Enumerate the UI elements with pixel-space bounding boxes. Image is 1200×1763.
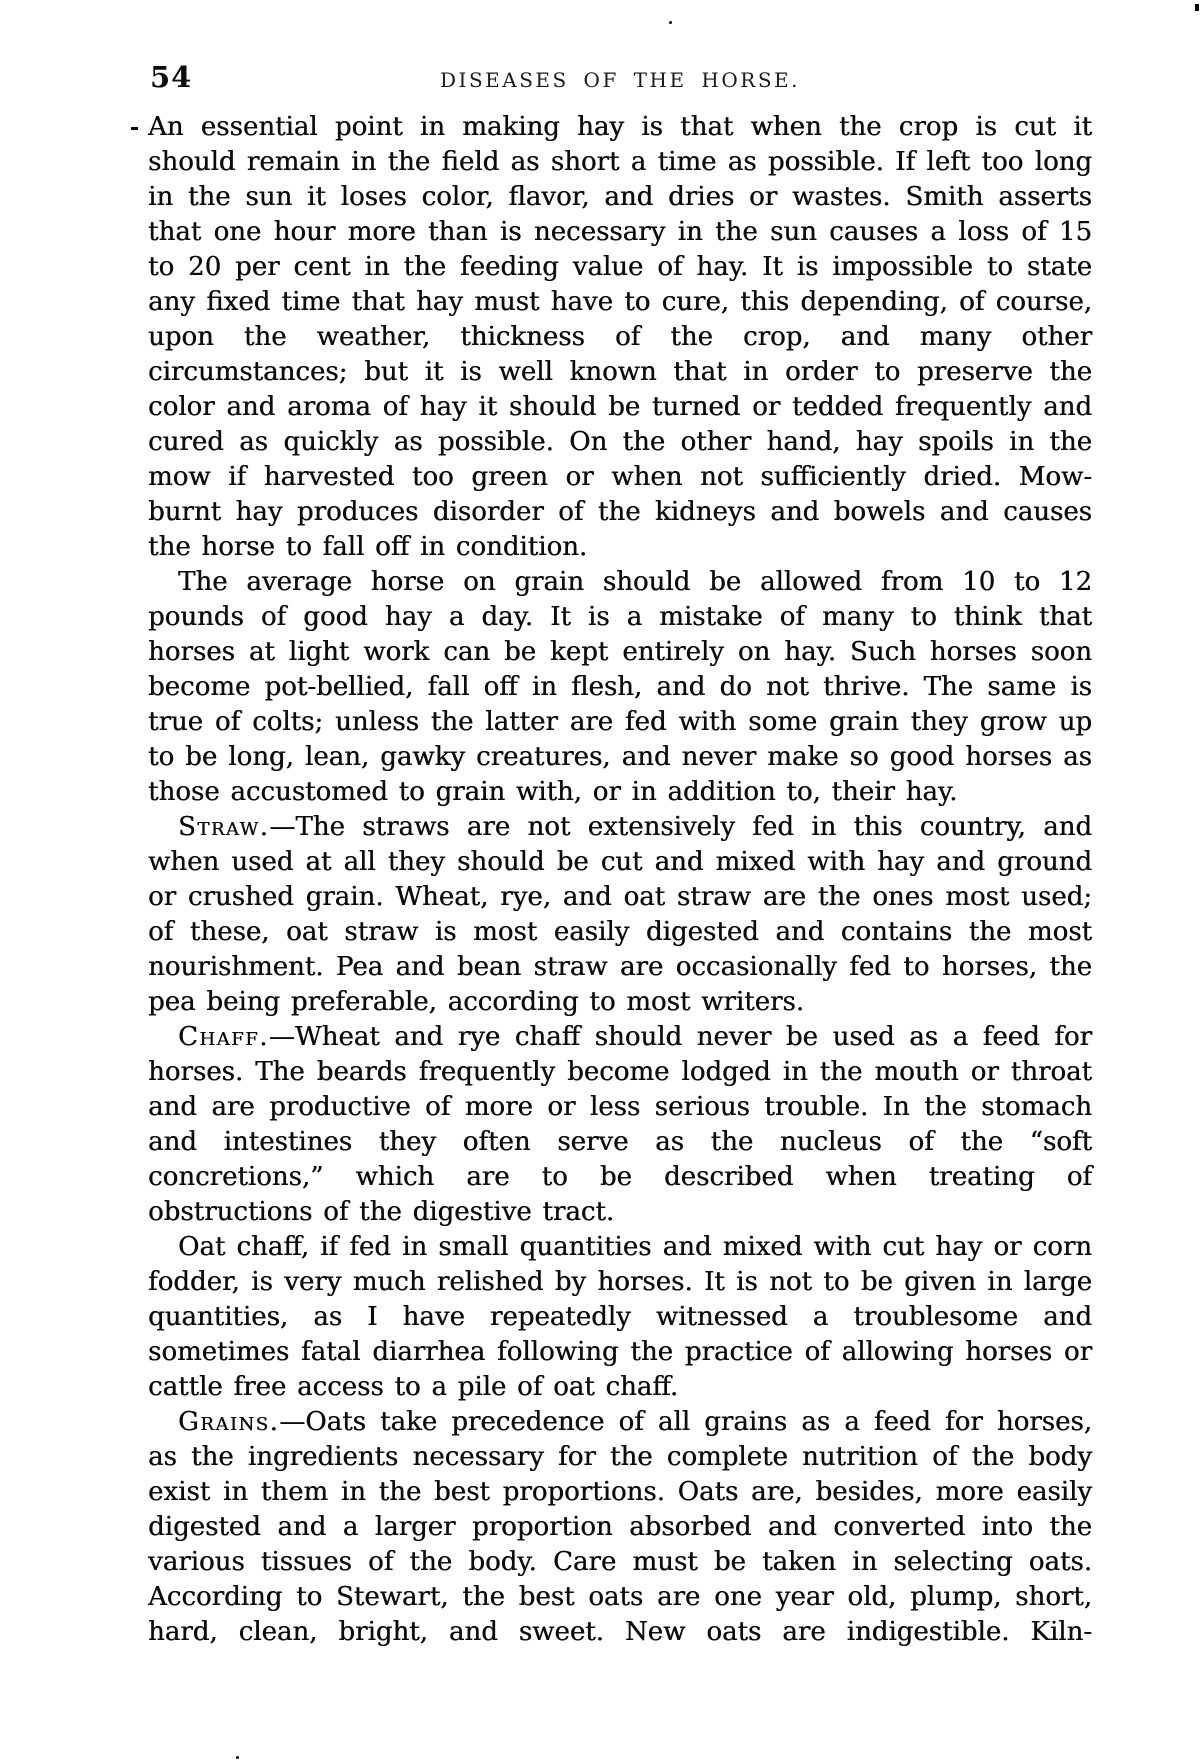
paragraph xyxy=(148,1405,1092,1650)
section-label: Chaff. xyxy=(178,1022,269,1052)
scan-speck xyxy=(669,21,672,24)
text-segment: —The straws are not extensively fed in this country, and when used at all they should be cut and mixed with hay and ground or crushed grain. Wheat, rye, and oat straw are the ones most used; of these, oat straw is most easily digested and contains the most nourishment. Pea and bean straw are occasionally fed to horses, the pea being preferable, according to most writers. xyxy=(148,812,1092,1017)
text-segment: An essential point in making hay is that when the crop is cut it should remain in the field as short a time as possible. If left too long in the sun it loses color, flavor, and dries or wastes. Smith asserts that one hour more than is necessary in the sun causes a loss of 15 to 20 per cent in the feeding value of hay. It is impossible to state any fixed time that hay must have to cure, this depending, of course, upon the weather, thickness of the crop, and many other circumstances; but it is well known that in order to preserve the color and aroma of hay it should be turned or tedded frequently and cured as quickly as possible. On the other hand, hay spoils in the mow if harvested too green or when not sufficiently dried. Mow-burnt hay produces disorder of the kidneys and bowels and causes the horse to fall off in condition. xyxy=(148,112,1092,562)
paragraph xyxy=(148,110,1092,565)
running-title: DISEASES OF THE HORSE. xyxy=(440,68,800,92)
section-label: Grains. xyxy=(178,1407,280,1437)
scan-speck xyxy=(1195,4,1199,11)
scan-speck xyxy=(131,127,138,130)
page-header xyxy=(148,58,1092,98)
paragraph xyxy=(148,1230,1092,1405)
text-segment: —Oats take precedence of all grains as a feed for horses, as the ingredients necessary for the complete nutrition of the body exist in them in the best proportions. Oats are, besides, more easily digested and a larger proportion absorbed and converted into the various tissues of the body. Care must be taken in selecting oats. According to Stewart, the best oats are one year old, plump, short, hard, clean, bright, and sweet. New oats are indigestible. Kiln- xyxy=(148,1407,1092,1647)
paragraph xyxy=(148,565,1092,810)
text-segment: Oat chaff, if fed in small quantities and mixed with cut hay or corn fodder, is very much relished by horses. It is not to be given in large quantities, as I have repeatedly witnessed a troublesome and sometimes fatal diarrhea following the practice of allowing horses or cattle free access to a pile of oat chaff. xyxy=(148,1232,1092,1402)
section-label: Straw. xyxy=(178,812,270,842)
paragraph xyxy=(148,810,1092,1020)
paragraph xyxy=(148,1020,1092,1230)
scan-speck xyxy=(236,1756,239,1759)
text-segment: The average horse on grain should be allowed from 10 to 12 pounds of good hay a day. It is a mistake of many to think that horses at light work can be kept entirely on hay. Such horses soon become pot-bellied, fall off in flesh, and do not thrive. The same is true of colts; unless the latter are fed with some grain they grow up to be long, lean, gawky creatures, and never make so good horses as those accustomed to grain with, or in addition to, their hay. xyxy=(148,567,1092,807)
page-number: 54 xyxy=(150,60,193,94)
text-segment: —Wheat and rye chaff should never be used as a feed for horses. The beards frequently become lodged in the mouth or throat and are productive of more or less serious trouble. In the stomach and intestines they often serve as the nucleus of the “soft concretions,” which are to be described when treating of obstructions of the digestive tract. xyxy=(148,1022,1092,1227)
page-body xyxy=(148,110,1092,1650)
